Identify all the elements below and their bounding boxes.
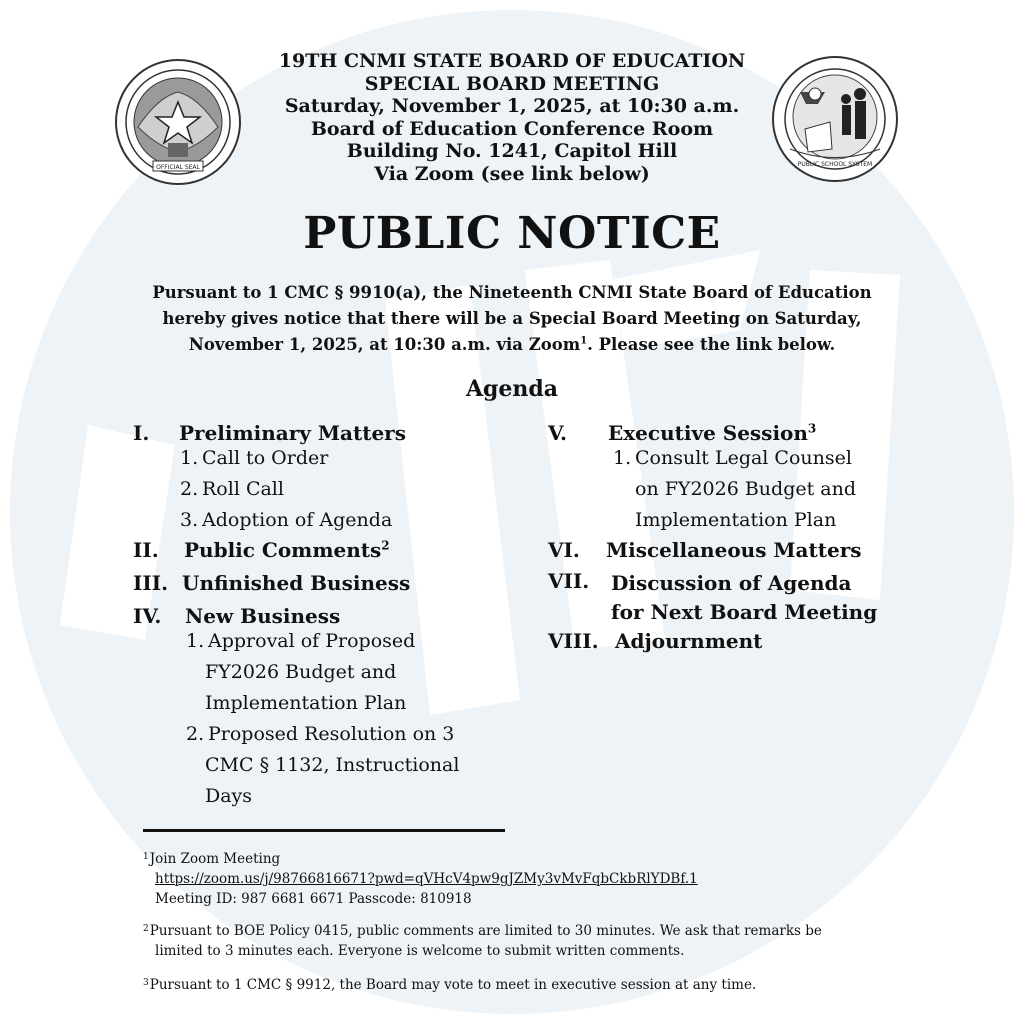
footnote-ref: 3 xyxy=(807,421,817,436)
agenda-section-iii: III. Unfinished Business xyxy=(133,571,411,595)
intro-line: November 1, 2025, at 10:30 a.m. via Zoom$^1$. Please see the link below. xyxy=(188,335,836,354)
list-item: 1. Call to Order xyxy=(180,447,329,469)
footnote-ref: 1 xyxy=(580,335,588,347)
agenda-section-i: I. Preliminary Matters xyxy=(133,421,406,445)
footnote-ref: 2 xyxy=(381,538,390,553)
svg-text:PUBLIC SCHOOL SYSTEM: PUBLIC SCHOOL SYSTEM xyxy=(797,161,873,168)
agenda-section-vii: VII. Discussion of Agenda for Next Board Meeting xyxy=(548,569,877,627)
section-label: Discussion of Agenda xyxy=(611,571,852,595)
page-title: PUBLIC NOTICE xyxy=(303,208,721,259)
list-item: 3. Adoption of Agenda xyxy=(180,509,393,531)
agenda-title: Agenda xyxy=(465,376,559,402)
list-item-continued: FY2026 Budget and xyxy=(205,661,397,683)
meeting-type: SPECIAL BOARD MEETING xyxy=(364,72,660,95)
zoom-meeting-link[interactable]: https://zoom.us/j/98766816671?pwd=qVHcV4pw9gJZMy3vMvFqbCkbRlYDBf.1 xyxy=(155,871,698,887)
footnote-3: $^3$Pursuant to 1 CMC § 9912, the Board may vote to meet in executive session at any time. xyxy=(143,977,757,993)
list-item-continued: CMC § 1132, Instructional xyxy=(205,754,460,776)
list-item-continued: Implementation Plan xyxy=(635,509,837,531)
list-item: 1. Approval of Proposed xyxy=(186,630,416,652)
meeting-building: Building No. 1241, Capitol Hill xyxy=(346,140,678,162)
list-item: 2. Roll Call xyxy=(180,478,284,500)
agenda-section-ii: II. Public Comments$^2$ xyxy=(133,538,390,562)
list-item-continued: on FY2026 Budget and xyxy=(635,478,857,500)
board-name: 19TH CNMI STATE BOARD OF EDUCATION xyxy=(278,50,746,72)
agenda-section-v: V. Executive Session$^3$ xyxy=(548,421,817,445)
meeting-header xyxy=(240,50,784,185)
meeting-zoom-note: Via Zoom (see link below) xyxy=(374,162,650,185)
list-item: 2. Proposed Resolution on 3 xyxy=(186,723,455,745)
agenda-section-vi: VI. Miscellaneous Matters xyxy=(548,538,862,562)
meeting-credentials: Meeting ID: 987 6681 6671 Passcode: 810918 xyxy=(155,891,472,907)
footnote-divider xyxy=(143,829,505,832)
public-school-system-seal-icon xyxy=(770,54,900,184)
list-item: 1. Consult Legal Counsel xyxy=(613,447,852,469)
agenda-items-iv xyxy=(186,626,459,812)
agenda-items-v xyxy=(613,443,856,536)
intro-line: Pursuant to 1 CMC § 9910(a), the Nineteenth CNMI State Board of Education xyxy=(152,283,872,302)
intro-line: hereby gives notice that there will be a Special Board Meeting on Saturday, xyxy=(162,309,862,328)
intro-paragraph xyxy=(120,280,904,358)
list-item-continued: Implementation Plan xyxy=(205,692,407,714)
meeting-room: Board of Education Conference Room xyxy=(310,117,714,140)
meeting-date: Saturday, November 1, 2025, at 10:30 a.m. xyxy=(284,95,740,117)
footnote-2: $^2$Pursuant to BOE Policy 0415, public comments are limited to 30 minutes. We ask that remarks be limited to 3 minutes each. Everyone is welcome to submit written comments. xyxy=(143,923,822,959)
agenda-items-i xyxy=(180,443,392,536)
section-label: for Next Board Meeting xyxy=(611,600,878,624)
list-item-continued: Days xyxy=(205,785,253,807)
footnote-1: $^1$Join Zoom Meeting https://zoom.us/j/98766816671?pwd=qVHcV4pw9gJZMy3vMvFqbCkbRlYDBf.1 Meeting ID: 987 6681 6671 Passcode: 810918 xyxy=(143,851,698,907)
agenda-section-viii: VIII. Adjournment xyxy=(548,629,763,653)
svg-text:OFFICIAL SEAL: OFFICIAL SEAL xyxy=(156,164,200,171)
agenda-section-iv: IV. New Business xyxy=(133,604,341,628)
cnmi-official-seal-icon xyxy=(113,57,243,187)
